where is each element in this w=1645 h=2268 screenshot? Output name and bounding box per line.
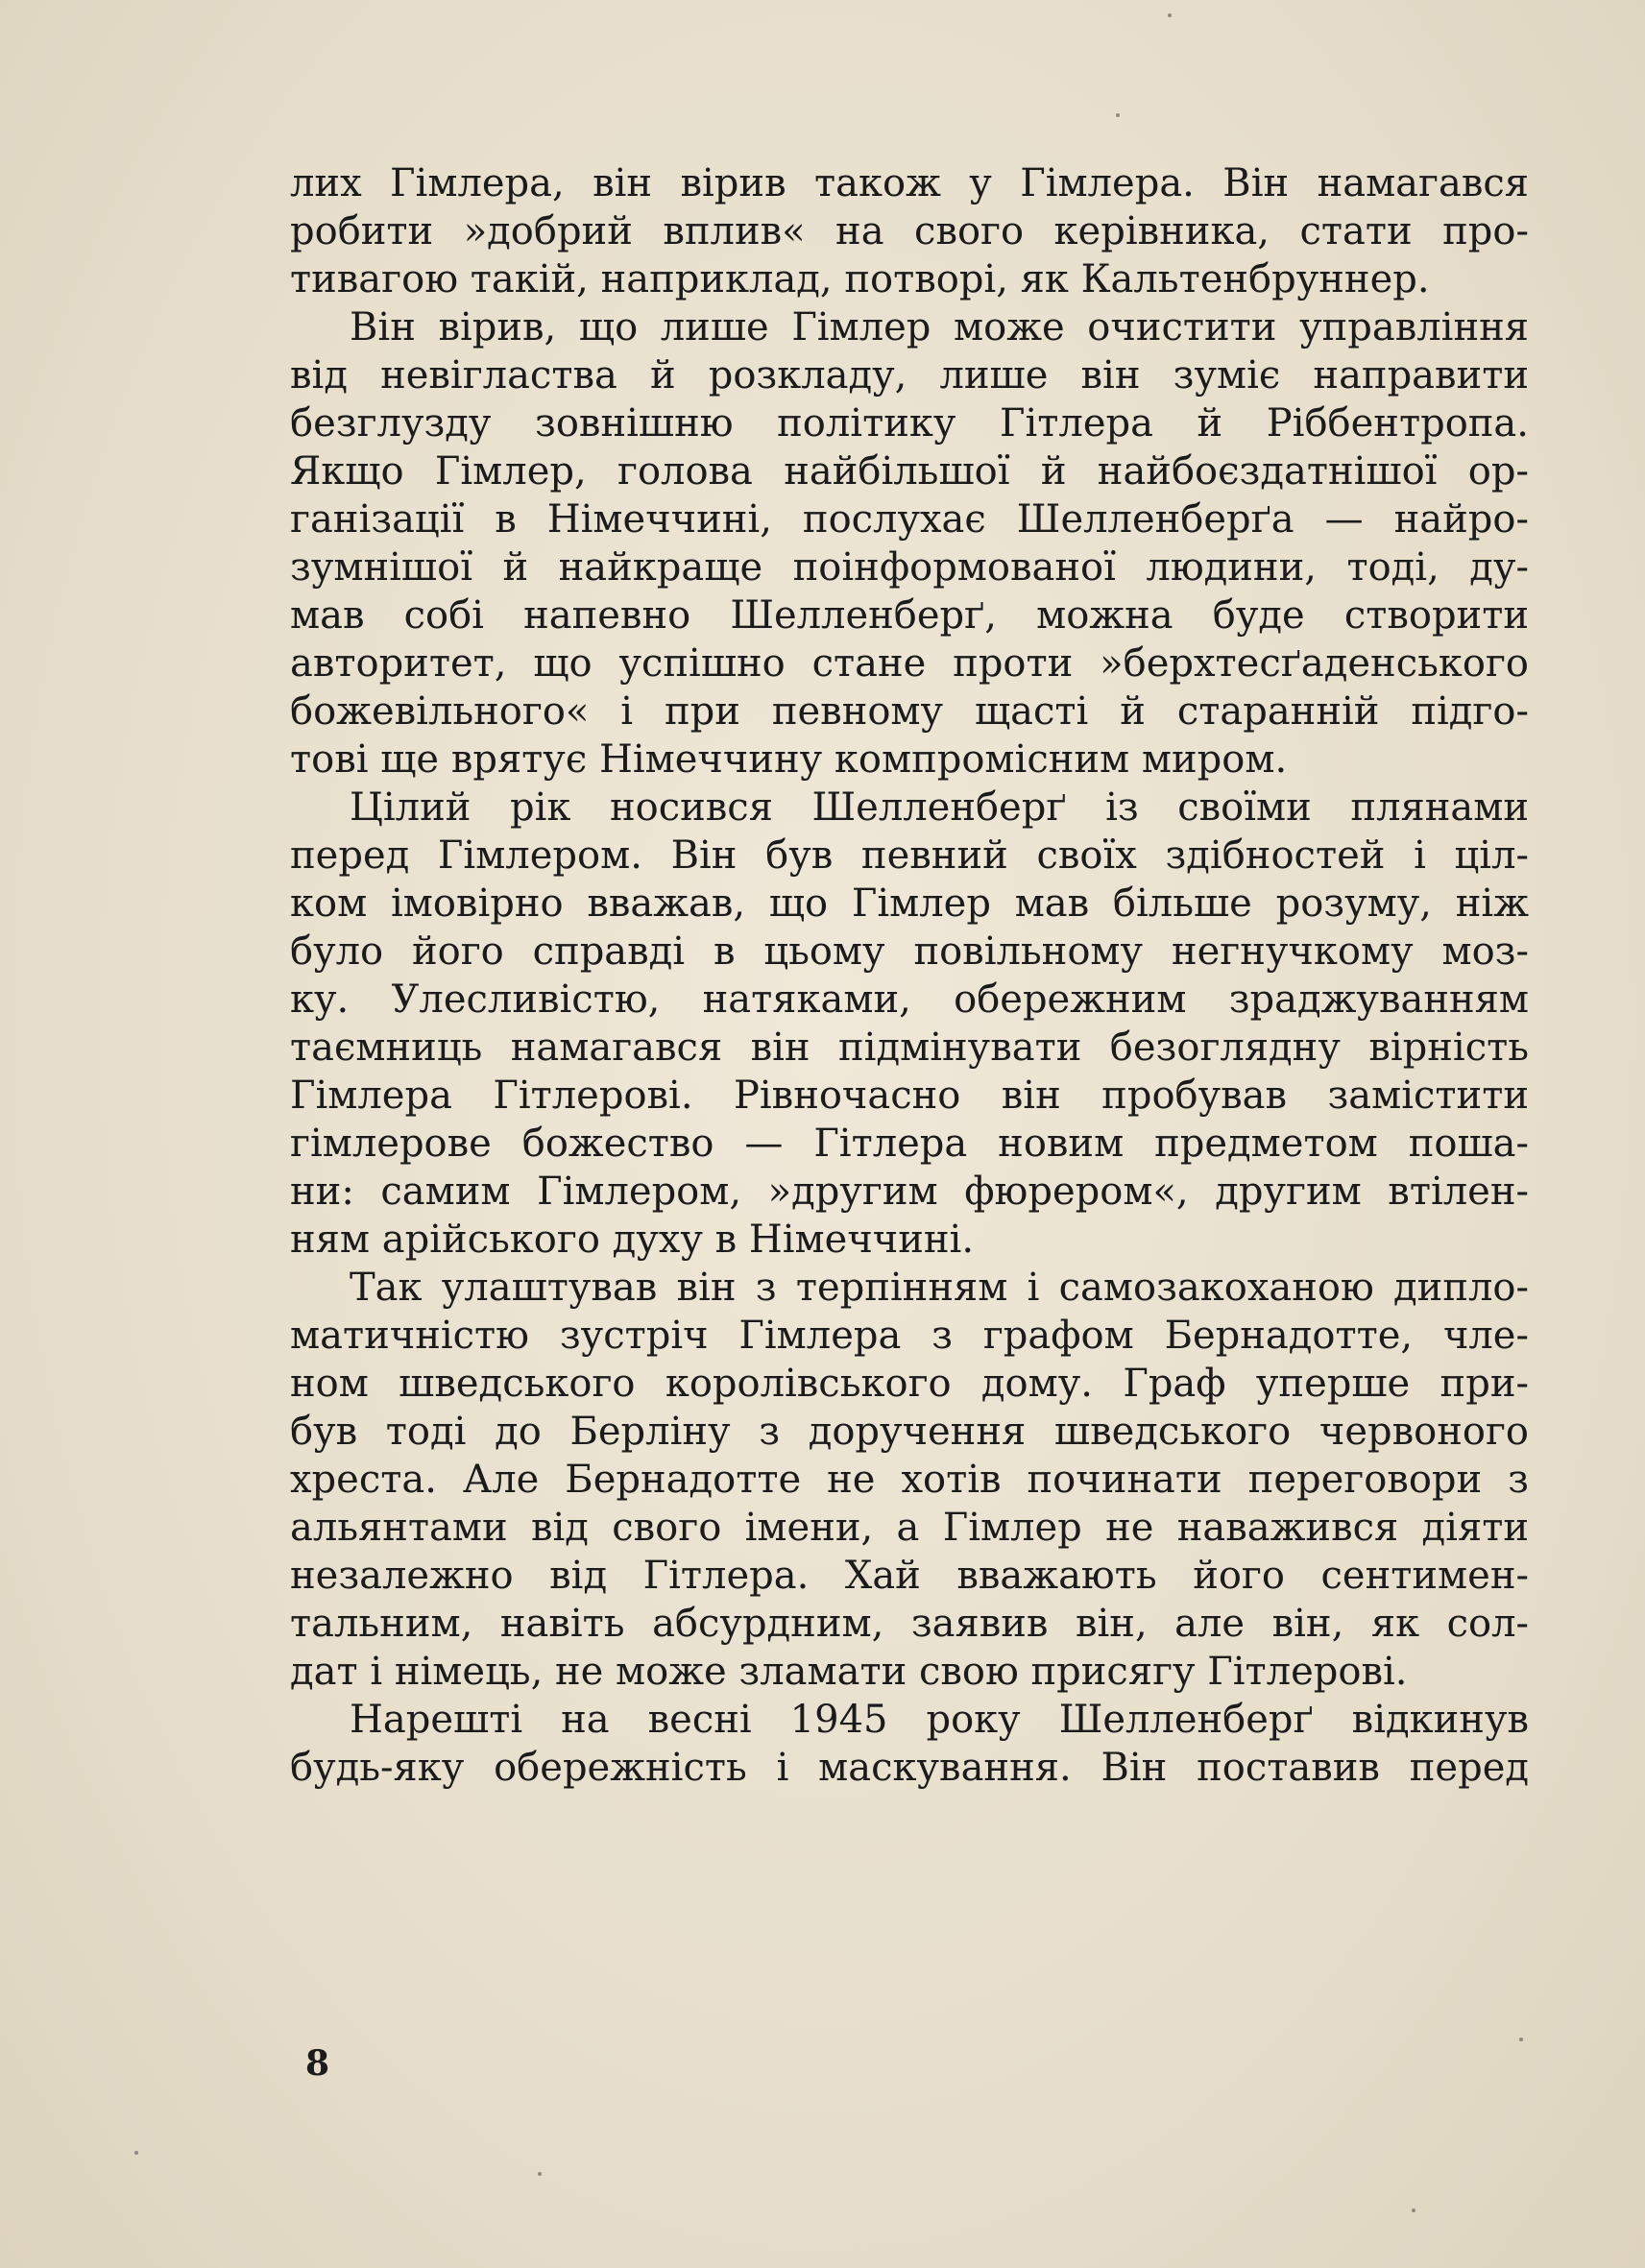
text-line: дат і німець, не може зламати свою присягу Гітлерові. xyxy=(290,1650,1408,1694)
text-line: мав собі напевно Шелленберґ, можна буде створити xyxy=(290,593,1529,638)
text-line: був тоді до Берліну з доручення шведського червоного xyxy=(290,1410,1529,1454)
text-line: ком імовірно вважав, що Гімлер мав більше розуму, ніж xyxy=(290,881,1529,926)
text-line: авторитет, що успішно стане проти »берхтесґаденського xyxy=(290,641,1529,686)
text-line: Цілий рік носився Шелленберґ із своїми плянами xyxy=(350,785,1529,830)
text-line: гімлерове божество — Гітлера новим предметом поша- xyxy=(290,1122,1529,1166)
text-line: лих Гімлера, він вірив також у Гімлера. Він намагався xyxy=(290,161,1529,205)
text-line: безглузду зовнішню політику Гітлера й Ріббентропа. xyxy=(290,401,1529,446)
text-line: ням арійського духу в Німеччині. xyxy=(290,1218,975,1262)
text-line: ганізації в Німеччині, послухає Шелленберґа — найро- xyxy=(290,497,1529,542)
text-line: матичністю зустріч Гімлера з графом Бернадотте, чле- xyxy=(290,1314,1529,1358)
text-line: ни: самим Гімлером, »другим фюрером«, другим втілен- xyxy=(290,1170,1529,1214)
paper-speck xyxy=(1116,113,1120,117)
text-line: будь-яку обережність і маскування. Він поставив перед xyxy=(290,1746,1529,1790)
text-line: хреста. Але Бернадотте не хотів починати переговори з xyxy=(290,1458,1529,1502)
text-line: ном шведського королівського дому. Граф уперше при- xyxy=(290,1362,1529,1406)
text-line: Якщо Гімлер, голова найбільшої й найбоєздатнішої ор- xyxy=(290,449,1529,494)
text-line: Так улаштував він з терпінням і самозакоханою дипло- xyxy=(350,1266,1529,1310)
paper-speck xyxy=(538,2172,542,2176)
paper-speck xyxy=(1168,13,1172,17)
text-line: було його справді в цьому повільному негнучкому моз- xyxy=(290,929,1529,974)
text-line: Він вірив, що лише Гімлер може очистити управління xyxy=(350,305,1529,350)
text-line: перед Гімлером. Він був певний своїх здібностей і ціл- xyxy=(290,833,1529,878)
text-line: тові ще врятує Німеччину компромісним миром. xyxy=(290,737,1288,782)
page-number: 8 xyxy=(305,2043,330,2084)
text-line: від невігластва й розкладу, лише він зуміє направити xyxy=(290,353,1529,398)
text-line: робити »добрий вплив« на свого керівника, стати про- xyxy=(290,209,1529,253)
text-line: зумнішої й найкраще поінформованої людини, тоді, ду- xyxy=(290,545,1529,590)
text-line: Нарешті на весні 1945 року Шелленберґ відкинув xyxy=(350,1698,1529,1742)
paper-speck xyxy=(1519,2038,1523,2041)
text-line: тальним, навіть абсурдним, заявив він, але він, як сол- xyxy=(290,1602,1529,1646)
text-line: божевільного« і при певному щасті й старанній підго- xyxy=(290,689,1529,734)
text-line: таємниць намагався він підмінувати безоглядну вірність xyxy=(290,1025,1529,1070)
text-line: тивагою такій, наприклад, потворі, як Кальтенбруннер. xyxy=(290,257,1430,302)
paper-speck xyxy=(134,2151,138,2155)
text-line: альянтами від свого імени, а Гімлер не наважився діяти xyxy=(290,1506,1529,1550)
text-line: незалежно від Гітлера. Хай вважають його сентимен- xyxy=(290,1554,1529,1598)
text-line: Гімлера Гітлерові. Рівночасно він пробував замістити xyxy=(290,1074,1529,1118)
body-text xyxy=(290,159,1529,1792)
paper-speck xyxy=(1412,2208,1415,2212)
text-line: ку. Улесливістю, натяками, обережним зраджуванням xyxy=(290,977,1529,1022)
